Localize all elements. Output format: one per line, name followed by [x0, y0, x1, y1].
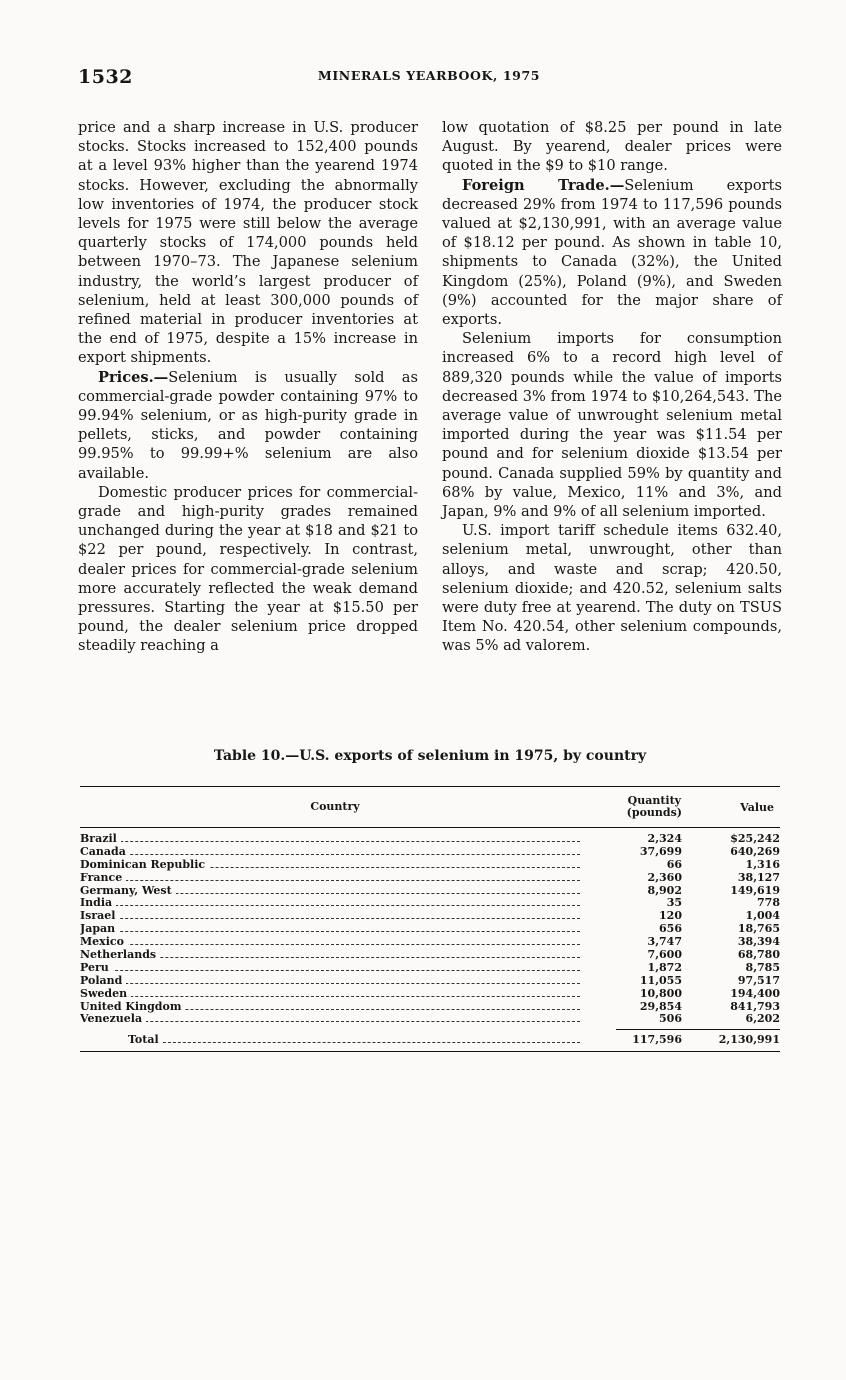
running-title: MINERALS YEARBOOK, 1975 [317, 68, 541, 83]
page-header [78, 66, 780, 94]
country-cell: Canada [80, 846, 130, 858]
table-title: Table 10.—U.S. exports of selenium in 1975, by country [213, 748, 647, 764]
paragraph-text: Selenium exports decreased 29% from 1974 to 117,596 pounds valued at $2,130,991, with an average value of $18.12 per pound. As shown in table 10, shipments to Canada (32%), the United Kingdom (25%), Poland (9%), and Sweden (9%) accounted for the major share of exports. [442, 176, 782, 329]
quantity-cell: 120 [659, 909, 682, 923]
value-cell: 778 [757, 896, 780, 910]
country-cell: Netherlands [80, 949, 160, 961]
total-quantity: 117,596 [632, 1033, 682, 1047]
table-row [80, 949, 780, 962]
paragraph: Selenium imports for consumption increased 6% to a record high level of 889,320 pounds while the value of imports decreased 3% from 1974 to $10,264,543. The average value of unwrought selenium metal imported during the year was $11.54 per pound and for selenium dioxide $13.54 per pound. Canada supplied 59% by quantity and 68% by value, Mexico, 11% and 3%, and Japan, 9% and 9% of all selenium imported. [442, 330, 782, 521]
value-cell: 640,269 [730, 844, 780, 858]
table-row [80, 962, 780, 975]
quantity-cell: 2,324 [647, 832, 682, 845]
paragraph: price and a sharp increase in U.S. producer stocks. Stocks increased to 152,400 pounds at a level 93% higher than the yearend 1974 stocks. However, excluding the abnormally low inventories of 1974, the producer stock levels for 1975 were still below the average quarterly stocks of 174,000 pounds held between 1970–73. The Japanese selenium industry, the world’s largest producer of selenium, held at least 300,000 pounds of refined material in producer inventories at the end of 1975, despite a 15% increase in export shipments. [78, 119, 418, 367]
table-body [80, 828, 780, 1026]
country-cell: Sweden [80, 988, 131, 1000]
table-row [80, 846, 780, 859]
paragraph: Domestic producer prices for commercial-grade and high-purity grades remained unchanged during the year at $18 and $21 to $22 per pound, respectively. In contrast, dealer prices for commercial-grade selenium more accurately reflected the weak demand pressures. Starting the year at $15.50 per pound, the dealer selenium price dropped steadily reaching a [78, 483, 418, 655]
country-cell: Israel [80, 910, 119, 922]
quantity-cell: 29,854 [639, 999, 682, 1013]
table-row [80, 988, 780, 1001]
value-cell: 8,785 [745, 960, 780, 974]
country-cell: Germany, West [80, 885, 176, 897]
table-row [80, 872, 780, 885]
quantity-cell: 66 [666, 857, 682, 871]
column-header-quantity-line1: Quantity [627, 794, 682, 807]
table-bottom-rule [80, 1051, 780, 1052]
value-cell: 194,400 [730, 986, 780, 1000]
column-header-value: Value [740, 801, 774, 814]
paragraph: U.S. import tariff schedule items 632.40, selenium metal, unwrought, other than alloys, and waste and scrap; 420.50, selenium dioxide; and 420.52, selenium salts were duty free at yearend. The duty on TSUS Item No. 420.54, other selenium compounds, was 5% ad valorem. [442, 522, 782, 655]
paragraph-foreign-trade [442, 176, 782, 330]
section-heading-foreign-trade: Foreign Trade.— [462, 176, 625, 194]
paragraph-text: Selenium is usually sold as commercial-grade powder containing 97% to 99.94% selenium, or as high-purity grade in pellets, sticks, and powder containing 99.95% to 99.99+% selenium are also available. [78, 368, 418, 482]
table-total-row [80, 1032, 780, 1048]
quantity-cell: 37,699 [639, 844, 682, 858]
country-cell: Venezuela [80, 1013, 146, 1025]
country-cell: Brazil [80, 833, 121, 845]
quantity-cell: 7,600 [647, 948, 682, 962]
value-cell: 97,517 [737, 973, 780, 987]
table-row [80, 975, 780, 988]
body-text [78, 118, 782, 678]
column-header-country: Country [310, 800, 360, 813]
quantity-cell: 10,800 [639, 986, 682, 1000]
value-cell: 38,127 [737, 870, 780, 884]
country-cell: Peru [80, 962, 113, 974]
paragraph: low quotation of $8.25 per pound in late August. By yearend, dealer prices were quoted in the $9 to $10 range. [442, 119, 782, 175]
value-cell: 18,765 [737, 922, 780, 936]
column-header-quantity [627, 795, 682, 819]
quantity-cell: 2,360 [647, 870, 682, 884]
quantity-cell: 35 [666, 896, 682, 910]
quantity-cell: 8,902 [647, 883, 682, 897]
country-cell: India [80, 897, 116, 909]
value-cell: 68,780 [737, 948, 780, 962]
quantity-cell: 3,747 [647, 935, 682, 949]
value-cell: 841,793 [730, 999, 780, 1013]
right-column [442, 118, 782, 656]
value-cell: 1,316 [745, 857, 780, 871]
table-header [80, 787, 780, 827]
left-column [78, 118, 418, 656]
country-cell: Mexico [80, 936, 128, 948]
country-cell: Poland [80, 975, 126, 987]
table-row [80, 859, 780, 872]
section-heading-prices: Prices.— [98, 368, 169, 386]
quantity-cell: 11,055 [639, 973, 682, 987]
page-number: 1532 [78, 66, 133, 88]
quantity-cell: 1,872 [647, 960, 682, 974]
exports-table [80, 786, 780, 1052]
value-cell: 149,619 [730, 883, 780, 897]
value-cell: 38,394 [737, 935, 780, 949]
country-cell: Japan [80, 923, 119, 935]
country-cell: France [80, 872, 126, 884]
total-label: Total [128, 1033, 163, 1046]
value-cell: $25,242 [730, 832, 780, 845]
value-cell: 6,202 [745, 1012, 780, 1026]
quantity-cell: 656 [659, 922, 682, 936]
country-cell: Dominican Republic [80, 859, 209, 871]
column-header-quantity-line2: (pounds) [626, 806, 682, 819]
country-cell: United Kingdom [80, 1001, 185, 1013]
total-value: 2,130,991 [718, 1033, 780, 1047]
paragraph-prices [78, 368, 418, 483]
table-row [80, 1013, 780, 1026]
table-row [80, 833, 780, 846]
value-cell: 1,004 [745, 909, 780, 923]
quantity-cell: 506 [659, 1012, 682, 1026]
